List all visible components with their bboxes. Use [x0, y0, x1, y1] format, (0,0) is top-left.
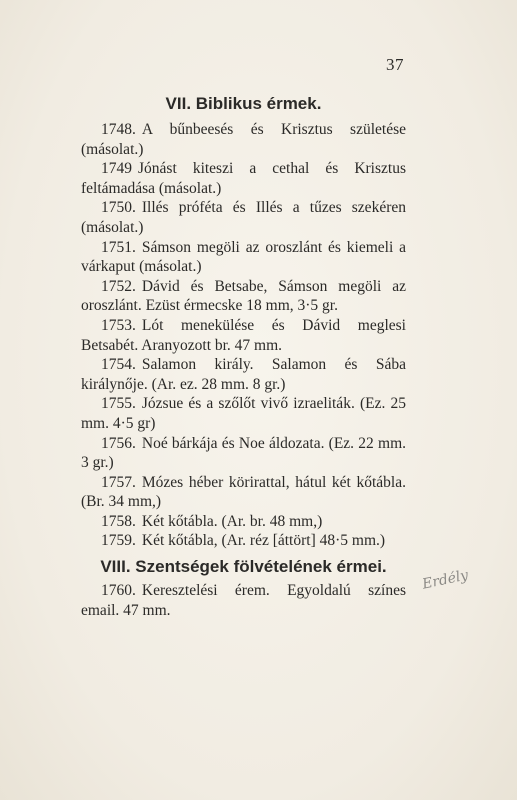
catalog-entry — [81, 394, 406, 433]
entry-number: 1751. — [101, 238, 136, 256]
catalog-entry — [81, 531, 406, 551]
catalog-entry — [81, 512, 406, 532]
catalog-entry — [81, 434, 406, 473]
entry-number: 1753. — [101, 316, 136, 334]
entry-number: 1748. — [101, 121, 136, 138]
entry-text: Két kőtábla. (Ar. br. 48 mm,) — [141, 512, 323, 530]
entry-number: 1756. — [101, 434, 136, 452]
entry-text: Noé bárkája és Noe áldozata. (Ez. 22 mm. 3 gr.) — [81, 434, 406, 472]
catalog-entry — [81, 355, 406, 394]
entry-text: Illés próféta és Illés a tűzes szekéren (másolat.) — [81, 199, 406, 236]
entry-number: 1757. — [101, 473, 136, 491]
entry-text: A bűnbeesés és Krisztus születése (másolat.) — [81, 121, 406, 158]
catalog-entry — [81, 120, 406, 159]
catalog-entry — [81, 159, 406, 198]
entry-text: Lót menekülése és Dávid meglesi Betsabét. Aranyozott br. 47 mm. — [81, 316, 406, 354]
entry-number: 1754. — [101, 356, 136, 374]
section-heading-sacrament-medals: VIII. Szentségek fölvételének érmei. — [100, 557, 387, 577]
page-number: 37 — [386, 55, 404, 74]
catalog-entry — [81, 238, 406, 277]
handwritten-margin-note: Erdély — [420, 567, 470, 593]
entry-number: 1752. — [101, 277, 136, 295]
entry-text: Mózes héber körirattal, hátul két kőtábla. (Br. 34 mm,) — [81, 473, 406, 511]
entry-number: 1755. — [101, 395, 136, 413]
entry-text: Két kőtábla, (Ar. réz [áttört] 48·5 mm.) — [141, 532, 386, 550]
section-heading-biblical-medals: VII. Biblikus érmek. — [165, 94, 322, 113]
entry-text: Dávid és Betsabe, Sámson megöli az oroszlánt. Ezüst érmecske 18 mm, 3·5 gr. — [81, 277, 406, 315]
entry-number: 1760. — [101, 582, 136, 600]
entry-text: Salamon király. Salamon és Sába királynője. (Ar. ez. 28 mm. 8 gr.) — [81, 356, 406, 393]
catalog-entry — [81, 581, 406, 620]
catalog-entry — [81, 277, 406, 316]
entry-text: Józsue és a szőlőt vivő izraeliták. (Ez. 25 mm. 4·5 gr) — [81, 395, 406, 432]
catalog-entry — [81, 473, 406, 512]
catalog-content — [81, 94, 406, 620]
catalog-entry — [81, 316, 406, 355]
entry-number: 1749 — [101, 160, 132, 178]
entry-number: 1750. — [101, 199, 136, 217]
catalog-entry — [81, 198, 406, 237]
entry-text: Sámson megöli az oroszlánt és kiemeli a várkaput (másolat.) — [81, 238, 406, 276]
entry-number: 1758. — [101, 512, 136, 530]
entry-text: Jónást kiteszi a cethal és Krisztus feltámadása (másolat.) — [81, 160, 406, 197]
entry-number: 1759. — [101, 532, 136, 550]
entry-text: Keresztelési érem. Egyoldalú színes email. 47 mm. — [81, 582, 406, 619]
